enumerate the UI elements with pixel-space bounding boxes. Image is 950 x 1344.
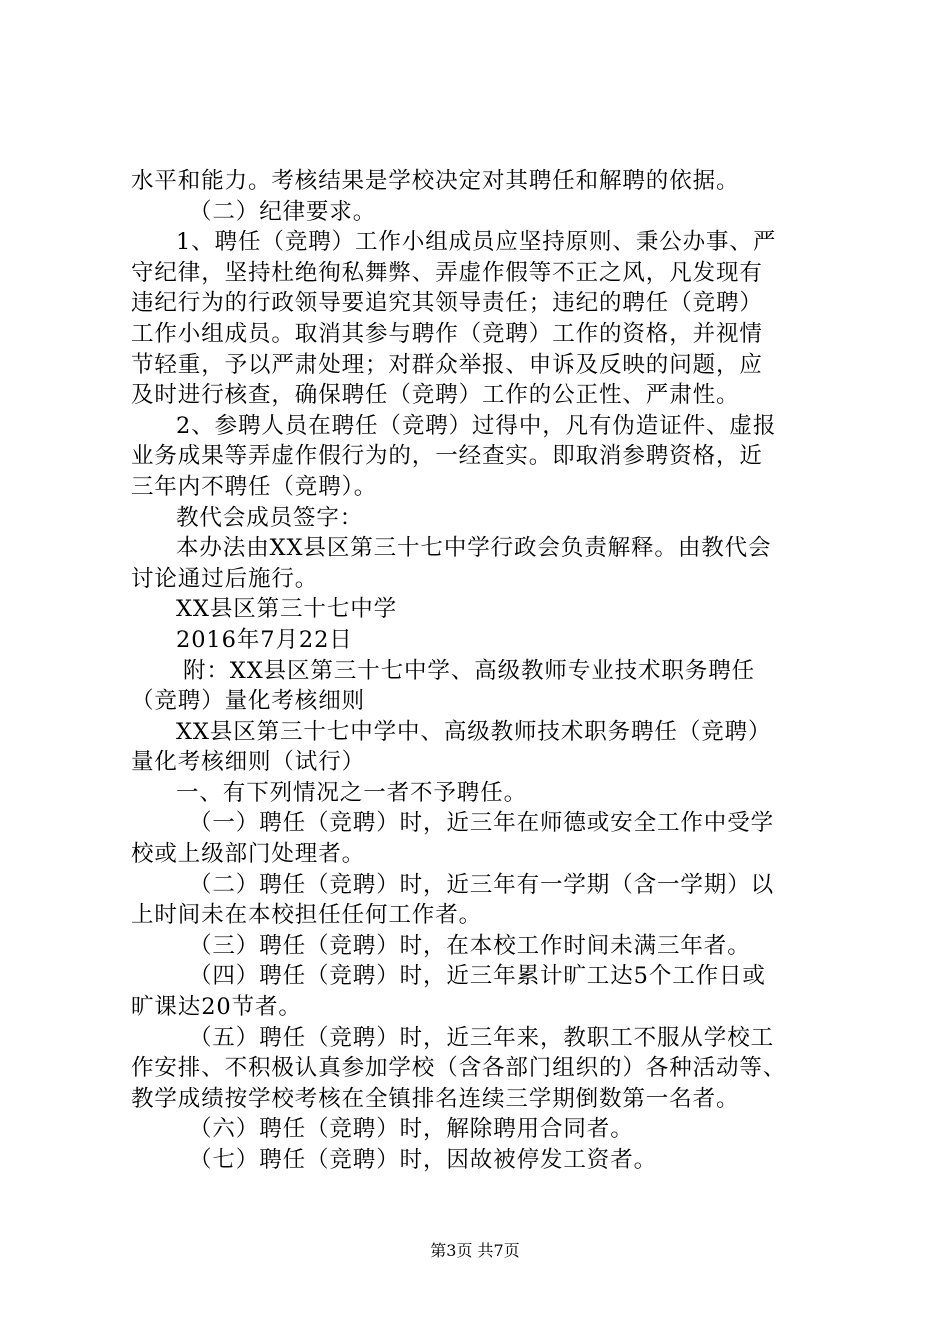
- text-line: 三年内不聘任（竞聘）。: [131, 473, 378, 500]
- text-line: 水平和能力。考核结果是学校决定对其聘任和解聘的依据。: [131, 168, 740, 194]
- list-item: （五）聘任（竞聘）时，近三年来，教职工不服从学校工: [189, 1024, 775, 1051]
- page-number: 第3页 共7页: [430, 1241, 520, 1260]
- text-line: 讨论通过后施行。: [131, 565, 319, 592]
- text-line: 违纪行为的行政领导要追究其领导责任；违纪的聘任（竞聘）: [131, 290, 763, 317]
- issuer-name: XX县区第三十七中学: [176, 596, 398, 623]
- section-heading: （二）纪律要求。: [189, 198, 377, 225]
- list-item: （三）聘任（竞聘）时，在本校工作时间未满三年者。: [189, 932, 751, 959]
- text-line: 1、聘任（竞聘）工作小组成员应坚持原则、秉公办事、严: [176, 229, 777, 256]
- appendix-title: 附：XX县区第三十七中学、高级教师专业技术职务聘任: [183, 657, 756, 684]
- list-item: （七）聘任（竞聘）时，因故被停发工资者。: [189, 1147, 658, 1173]
- list-item: （六）聘任（竞聘）时，解除聘用合同者。: [189, 1116, 634, 1143]
- text-line: 作安排、不积极认真参加学校（含各部门组织的）各种活动等、: [131, 1055, 787, 1082]
- text-line: 旷课达20节者。: [131, 994, 302, 1021]
- list-item: （四）聘任（竞聘）时，近三年累计旷工达5个工作日或: [189, 963, 766, 990]
- section-heading: 一、有下列情况之一者不予聘任。: [176, 779, 528, 806]
- text-line: 2、参聘人员在聘任（竞聘）过得中，凡有伪造证件、虚报: [176, 412, 777, 439]
- text-line: 量化考核细则（试行）: [131, 749, 366, 776]
- issue-date: 2016年7月22日: [176, 626, 353, 653]
- appendix-heading: XX县区第三十七中学中、高级教师技术职务聘任（竞聘）: [176, 718, 772, 745]
- signature-label: 教代会成员签字：: [176, 504, 364, 531]
- text-line: 业务成果等弄虚作假行为的，一经查实。即取消参聘资格，近: [131, 443, 763, 470]
- text-line: 及时进行核查，确保聘任（竞聘）工作的公正性、严肃性。: [131, 382, 740, 409]
- list-item: （二）聘任（竞聘）时，近三年有一学期（含一学期）以: [189, 871, 775, 898]
- list-item: （一）聘任（竞聘）时，近三年在师德或安全工作中受学: [189, 810, 775, 837]
- document-body: [131, 166, 831, 1176]
- text-line: 工作小组成员。取消其参与聘作（竞聘）工作的资格，并视情: [131, 320, 763, 347]
- text-line: 本办法由XX县区第三十七中学行政会负责解释。由教代会: [176, 535, 772, 562]
- text-line: （竞聘）量化考核细则: [131, 688, 366, 715]
- text-line: 上时间未在本校担任任何工作者。: [131, 902, 483, 929]
- text-line: 校或上级部门处理者。: [131, 841, 366, 868]
- text-line: 守纪律，坚持杜绝徇私舞弊、弄虚作假等不正之风，凡发现有: [131, 259, 763, 286]
- text-line: 节轻重，予以严肃处理；对群众举报、申诉及反映的问题，应: [131, 351, 763, 378]
- text-line: 教学成绩按学校考核在全镇排名连续三学期倒数第一名者。: [131, 1085, 740, 1112]
